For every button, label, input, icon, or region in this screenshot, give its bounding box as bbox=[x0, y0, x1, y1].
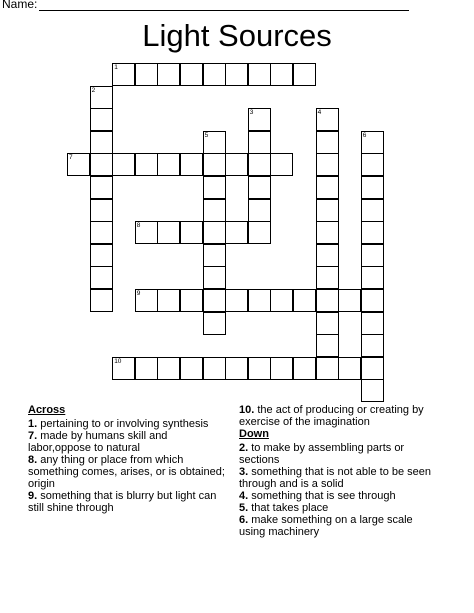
name-label: Name: bbox=[2, 0, 38, 11]
grid-cell[interactable] bbox=[361, 357, 384, 380]
clue-number: 7 bbox=[69, 154, 73, 162]
grid-cell[interactable] bbox=[361, 221, 384, 244]
grid-cell[interactable] bbox=[225, 357, 248, 380]
clue-number: 6 bbox=[362, 131, 367, 139]
grid-cell[interactable] bbox=[157, 221, 180, 244]
grid-cell[interactable] bbox=[180, 153, 203, 176]
grid-cell[interactable] bbox=[90, 266, 113, 289]
grid-cell[interactable] bbox=[180, 357, 203, 380]
across-clue-10: 10. the act of producing or creating by exercise of the imagination bbox=[239, 404, 424, 428]
grid-cell[interactable] bbox=[248, 289, 271, 312]
across-clue-1: 1. pertaining to or involving synthesis bbox=[28, 418, 209, 430]
grid-cell[interactable] bbox=[248, 153, 271, 176]
grid-cell[interactable] bbox=[316, 176, 339, 199]
grid-cell[interactable] bbox=[90, 153, 113, 176]
grid-cell[interactable] bbox=[90, 176, 113, 199]
grid-cell[interactable] bbox=[157, 153, 180, 176]
grid-cell[interactable] bbox=[361, 312, 384, 335]
grid-cell[interactable] bbox=[135, 63, 158, 86]
grid-cell[interactable] bbox=[180, 289, 203, 312]
clues-left-column bbox=[28, 404, 228, 514]
grid-cell[interactable] bbox=[90, 289, 113, 312]
grid-cell[interactable] bbox=[180, 221, 203, 244]
down-heading: Down bbox=[239, 428, 269, 440]
grid-cell[interactable] bbox=[316, 221, 339, 244]
clue-number: 9 bbox=[136, 290, 141, 297]
grid-cell[interactable] bbox=[90, 244, 113, 267]
grid-cell[interactable] bbox=[90, 86, 113, 109]
grid-cell[interactable] bbox=[361, 153, 384, 176]
grid-cell[interactable] bbox=[203, 221, 226, 244]
across-clue-9: 9. something that is blurry but light can still shine through bbox=[28, 490, 217, 514]
grid-cell[interactable] bbox=[157, 357, 180, 380]
grid-cell[interactable] bbox=[67, 153, 90, 176]
grid-cell[interactable] bbox=[203, 244, 226, 267]
grid-cell[interactable] bbox=[225, 153, 248, 176]
grid-cell[interactable] bbox=[248, 357, 271, 380]
grid-cell[interactable] bbox=[203, 176, 226, 199]
down-clue-3: 3. something that is not able to be seen through and is a solid bbox=[239, 466, 432, 490]
across-clue-8: 8. any thing or place from which something comes, arises, or is obtained; origin bbox=[28, 454, 225, 490]
grid-cell[interactable] bbox=[338, 289, 361, 312]
grid-cell[interactable] bbox=[361, 334, 384, 357]
grid-cell[interactable] bbox=[90, 221, 113, 244]
grid-cell[interactable] bbox=[248, 131, 271, 154]
grid-cell[interactable] bbox=[270, 289, 293, 312]
clue-number: 1 bbox=[114, 64, 118, 71]
grid-cell[interactable] bbox=[203, 312, 226, 335]
grid-cell[interactable] bbox=[225, 63, 248, 86]
grid-cell[interactable] bbox=[248, 221, 271, 244]
grid-cell[interactable] bbox=[270, 153, 293, 176]
grid-cell[interactable] bbox=[361, 266, 384, 289]
down-clue-6: 6. make something on a large scale using machinery bbox=[239, 514, 413, 538]
grid-cell[interactable] bbox=[316, 289, 339, 312]
clue-number: 5 bbox=[204, 131, 209, 139]
grid-cell[interactable] bbox=[361, 199, 384, 222]
grid-cell[interactable] bbox=[135, 289, 158, 312]
grid-cell[interactable] bbox=[112, 153, 135, 176]
grid-cell[interactable] bbox=[361, 244, 384, 267]
grid-cell[interactable] bbox=[135, 357, 158, 380]
puzzle-title: Light Sources bbox=[142, 18, 332, 53]
grid-cell[interactable] bbox=[316, 131, 339, 154]
grid-cell[interactable] bbox=[293, 357, 316, 380]
grid-cell[interactable] bbox=[248, 176, 271, 199]
grid-cell[interactable] bbox=[316, 357, 339, 380]
grid-cell[interactable] bbox=[361, 289, 384, 312]
clue-number: 2 bbox=[91, 86, 96, 94]
grid-cell[interactable] bbox=[203, 199, 226, 222]
grid-cell[interactable] bbox=[316, 244, 339, 267]
grid-cell[interactable] bbox=[203, 266, 226, 289]
down-clue-5: 5. that takes place bbox=[239, 502, 329, 514]
grid-cell[interactable] bbox=[135, 153, 158, 176]
clue-number: 10 bbox=[114, 357, 122, 365]
grid-cell[interactable] bbox=[248, 63, 271, 86]
grid-cell[interactable] bbox=[293, 289, 316, 312]
grid-cell[interactable] bbox=[225, 289, 248, 312]
across-heading: Across bbox=[28, 404, 66, 416]
grid-cell[interactable] bbox=[316, 153, 339, 176]
grid-cell[interactable] bbox=[361, 379, 384, 402]
clue-number: 8 bbox=[136, 222, 141, 230]
grid-cell[interactable] bbox=[90, 108, 113, 131]
across-clue-7: 7. made by humans skill and labor,oppose to natural bbox=[28, 430, 168, 454]
grid-cell[interactable] bbox=[203, 63, 226, 86]
down-clue-2: 2. to make by assembling parts or sections bbox=[239, 442, 405, 466]
grid-cell[interactable] bbox=[203, 153, 226, 176]
grid-cell[interactable] bbox=[270, 357, 293, 380]
clues-right-column bbox=[239, 404, 434, 538]
grid-cell[interactable] bbox=[316, 312, 339, 335]
grid-cell[interactable] bbox=[203, 289, 226, 312]
grid-cell[interactable] bbox=[225, 221, 248, 244]
clue-number: 4 bbox=[317, 109, 322, 117]
grid-cell[interactable] bbox=[90, 131, 113, 154]
grid-cell[interactable] bbox=[316, 108, 339, 131]
grid-cell[interactable] bbox=[135, 221, 158, 244]
clue-number: 3 bbox=[249, 109, 254, 117]
grid-cell[interactable] bbox=[248, 108, 271, 131]
grid-cell[interactable] bbox=[90, 199, 113, 222]
grid-cell[interactable] bbox=[203, 357, 226, 380]
grid-cell[interactable] bbox=[203, 131, 226, 154]
grid-cell[interactable] bbox=[180, 63, 203, 86]
grid-cell[interactable] bbox=[316, 334, 339, 357]
grid-cell[interactable] bbox=[248, 199, 271, 222]
grid-cell[interactable] bbox=[316, 199, 339, 222]
grid-cell[interactable] bbox=[361, 131, 384, 154]
down-clue-4: 4. something that is see through bbox=[239, 490, 396, 502]
grid-cell[interactable] bbox=[157, 289, 180, 312]
grid-cell[interactable] bbox=[112, 63, 135, 86]
grid-cell[interactable] bbox=[316, 266, 339, 289]
grid-cell[interactable] bbox=[270, 63, 293, 86]
grid-cell[interactable] bbox=[338, 357, 361, 380]
grid-cell[interactable] bbox=[112, 357, 135, 380]
grid-cell[interactable] bbox=[361, 176, 384, 199]
grid-cell[interactable] bbox=[293, 63, 316, 86]
grid-cell[interactable] bbox=[157, 63, 180, 86]
